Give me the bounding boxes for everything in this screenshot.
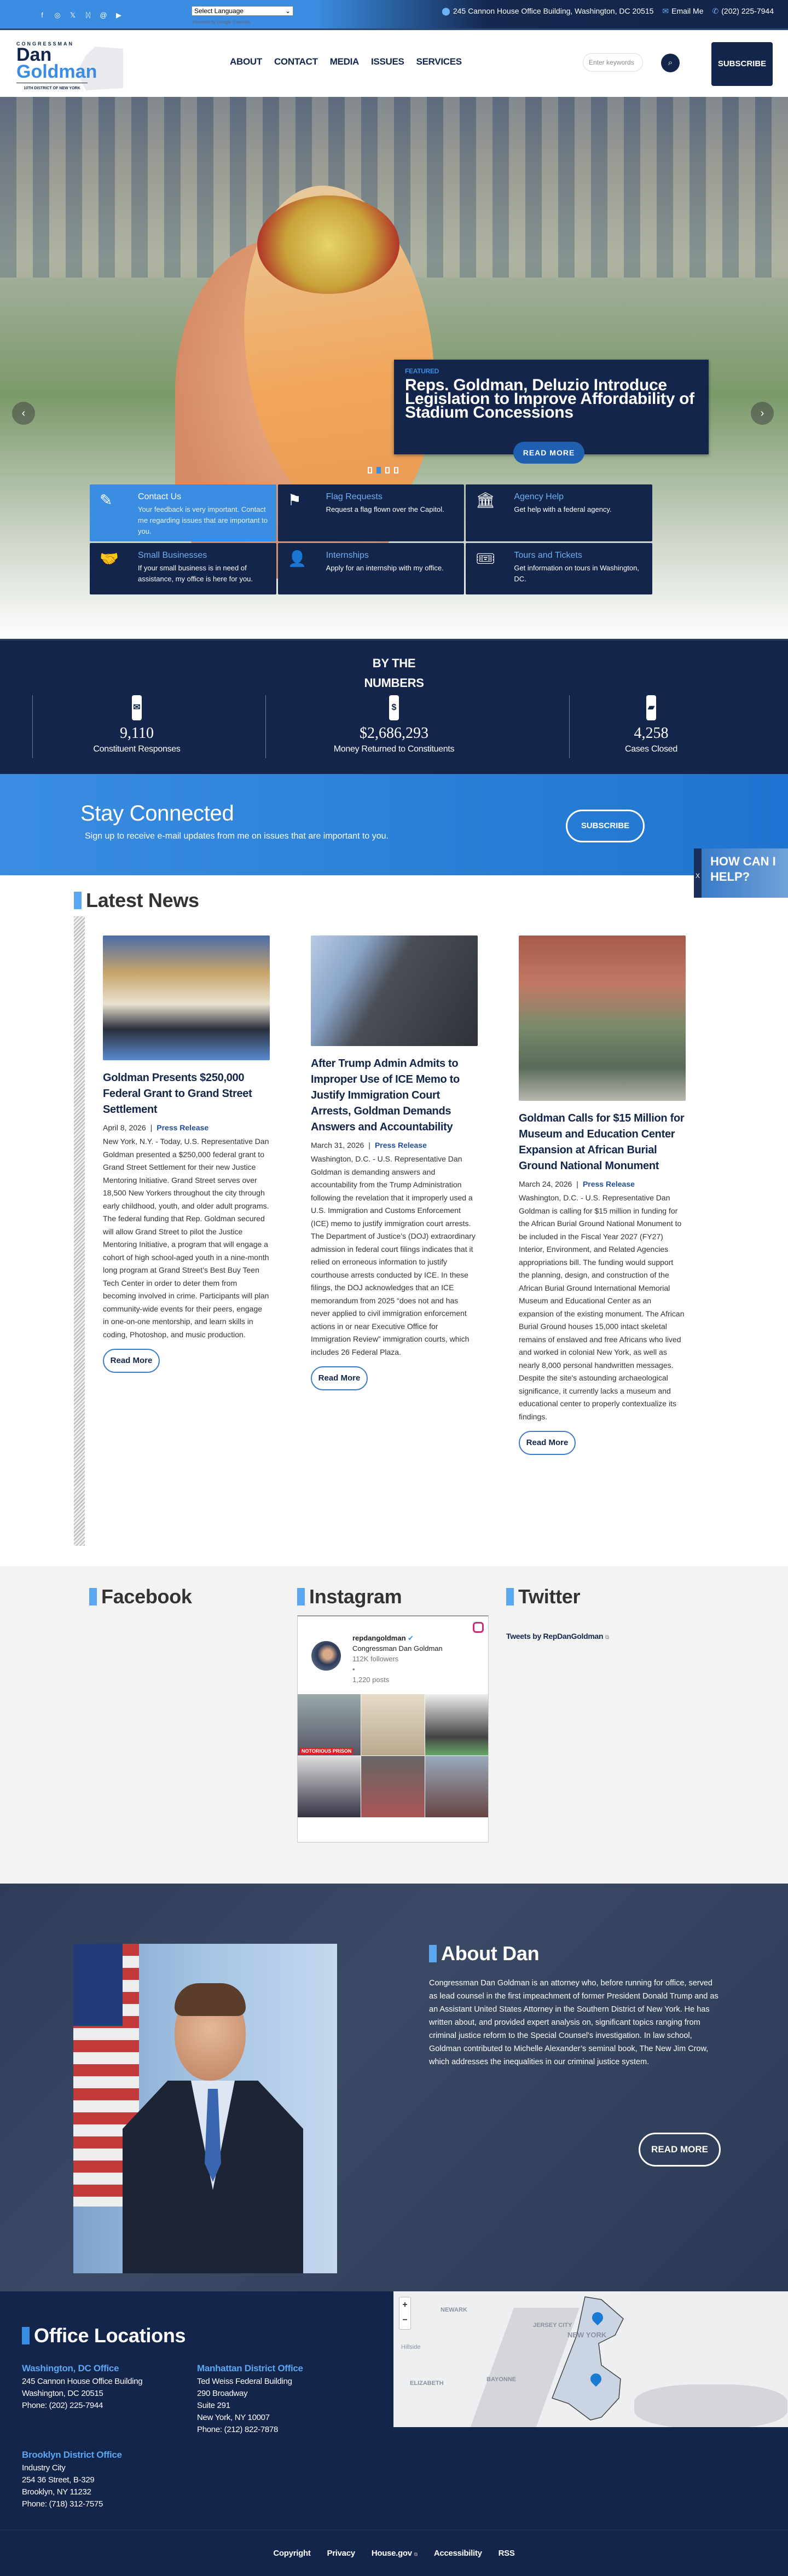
news-title: Latest News: [86, 889, 199, 911]
envelope-icon: ✉: [132, 695, 142, 720]
footer-house-gov-label: House.gov: [371, 2548, 412, 2558]
news-image[interactable]: [311, 935, 478, 1046]
map-label: NEW YORK: [567, 2331, 607, 2339]
phone-text: (202) 225-7944: [721, 7, 774, 15]
close-icon[interactable]: X: [696, 872, 700, 880]
news-date: April 8, 2026: [103, 1123, 146, 1132]
news-title-link[interactable]: Goldman Presents $250,000 Federal Grant to Grand Street Settlement: [103, 1072, 252, 1116]
twitter-title: Twitter: [518, 1585, 581, 1608]
office-line: Industry City: [22, 2463, 66, 2473]
slide-dot[interactable]: [368, 467, 372, 473]
how-can-i-help-widget[interactable]: [694, 848, 788, 898]
handshake-icon: 🤝: [100, 550, 119, 567]
powered-by: Powered by Google Translate: [193, 20, 251, 25]
stat-value: $2,686,293: [360, 725, 428, 742]
services-grid: [90, 484, 652, 594]
heading-accent: [297, 1588, 305, 1605]
service-flag-requests[interactable]: [278, 484, 465, 541]
logo-first: Dan: [16, 44, 52, 65]
map-pin-icon: ⬤: [442, 7, 450, 15]
stat-money: [312, 695, 476, 754]
instagram-post[interactable]: [298, 1756, 361, 1817]
chevron-right-icon: ›: [760, 407, 764, 419]
office-phone: Phone: (718) 312-7575: [22, 2499, 103, 2509]
folder-icon: ▰: [646, 695, 656, 720]
decorative-stripe: [74, 916, 85, 1546]
service-title: Flag Requests: [326, 492, 383, 501]
stat-label: Money Returned to Constituents: [333, 744, 455, 754]
address-link[interactable]: [442, 7, 653, 16]
flag-icon: ⚑: [287, 492, 302, 509]
footer-privacy[interactable]: Privacy: [327, 2548, 355, 2558]
help-label: HOW CAN I HELP?: [710, 854, 776, 883]
chevron-left-icon: ‹: [21, 407, 26, 419]
envelope-icon: ✉: [662, 7, 669, 15]
instagram-icon: [473, 1622, 484, 1633]
map-label: JERSEY CITY: [533, 2322, 572, 2329]
footer-house-gov[interactable]: [372, 2549, 418, 2558]
numbers-title: BY THE NUMBERS: [364, 656, 424, 690]
email-text: Email Me: [671, 7, 704, 15]
logo-district: 10TH DISTRICT OF NEW YORK: [16, 83, 88, 90]
news-image[interactable]: [103, 935, 270, 1060]
language-label: Select Language: [194, 7, 244, 15]
news-card: [519, 935, 686, 1455]
featured-title[interactable]: Reps. Goldman, Deluzio Introduce Legislation to Improve Affordability of Stadium Concessions: [405, 376, 694, 421]
service-tours-tickets[interactable]: [466, 543, 652, 594]
offices-title: Office Locations: [34, 2324, 186, 2347]
facebook-heading: [89, 1585, 192, 1608]
zoom-out-button[interactable]: −: [402, 2315, 408, 2325]
offices-heading: [22, 2324, 186, 2347]
portrait-photo: [73, 1944, 337, 2273]
heading-accent: [89, 1588, 97, 1605]
office-line: Brooklyn, NY 11232: [22, 2487, 91, 2497]
separator: |: [150, 1123, 153, 1132]
latest-news: [0, 875, 788, 1566]
service-desc: Apply for an internship with my office.: [326, 564, 444, 572]
news-category-link[interactable]: Press Release: [582, 1180, 635, 1188]
phone-link[interactable]: [712, 7, 774, 16]
phone-icon: ✆: [712, 7, 719, 15]
twitter-heading: [506, 1585, 580, 1608]
logo-last: Goldman: [16, 61, 97, 82]
top-contact: [442, 7, 774, 16]
service-desc: Your feedback is very important. Contact me regarding issues that are important to you.: [138, 505, 268, 535]
edit-icon: ✎: [100, 492, 113, 509]
office-name: Brooklyn District Office: [22, 2450, 122, 2460]
office-line: 290 Broadway: [197, 2389, 248, 2398]
nav-media[interactable]: MEDIA: [329, 56, 359, 67]
service-agency-help[interactable]: [466, 484, 652, 541]
office-manhattan: [197, 2363, 303, 2436]
social-links: [38, 11, 123, 20]
facebook-icon[interactable]: f: [41, 11, 43, 19]
map-label: Hillside: [401, 2344, 421, 2350]
service-title: Agency Help: [514, 492, 564, 501]
stat-responses: [55, 695, 219, 754]
address-text: 245 Cannon House Office Building, Washington, DC 20515: [453, 7, 654, 15]
verified-icon: ✔: [408, 1634, 414, 1642]
instagram-handle[interactable]: repdangoldman: [352, 1634, 406, 1642]
top-bar: [0, 0, 788, 30]
external-link-icon: ⧉: [605, 1634, 609, 1641]
slide-dot[interactable]: [394, 467, 398, 473]
twitter-link-text: Tweets by RepDanGoldman: [506, 1632, 604, 1641]
office-phone: Phone: (202) 225-7944: [22, 2401, 103, 2410]
separator: |: [576, 1180, 578, 1188]
carousel-dots: [368, 467, 398, 473]
office-dc: [22, 2363, 142, 2412]
stat-cases: [569, 695, 733, 754]
service-small-businesses[interactable]: [90, 543, 276, 594]
nav-services[interactable]: SERVICES: [416, 56, 462, 67]
site-header: [0, 30, 788, 97]
featured-story: [394, 360, 709, 457]
news-meta: [103, 1123, 270, 1132]
slide-dot-active[interactable]: [376, 467, 381, 473]
heading-accent: [429, 1945, 437, 1962]
language-select[interactable]: [192, 6, 293, 16]
instagram-post[interactable]: [298, 1694, 361, 1755]
heading-accent: [506, 1588, 514, 1605]
stay-connected: [0, 774, 788, 875]
instagram-title: Instagram: [309, 1585, 402, 1608]
news-date: March 24, 2026: [519, 1180, 572, 1188]
site-logo[interactable]: [16, 41, 115, 90]
news-title-link[interactable]: After Trump Admin Admits to Improper Use of ICE Memo to Justify Immigration Court Arrests, Goldman Demands Answers and Accountability: [311, 1058, 460, 1133]
news-category-link[interactable]: Press Release: [374, 1141, 427, 1150]
stay-text: Sign up to receive e-mail updates from me on issues that are important to you.: [85, 831, 389, 841]
search-icon: ⌕: [668, 58, 673, 67]
social-feeds: [0, 1566, 788, 1884]
map-label: NEWARK: [441, 2307, 467, 2313]
twitter-timeline-link[interactable]: [506, 1632, 609, 1641]
stay-subscribe-button[interactable]: SUBSCRIBE: [566, 810, 645, 842]
instagram-posts: 1,220 posts: [352, 1676, 390, 1684]
read-more-button[interactable]: Read More: [311, 1366, 368, 1390]
service-desc: Get information on tours in Washington, DC.: [514, 564, 639, 583]
office-name: Manhattan District Office: [197, 2363, 303, 2373]
about-section: [0, 1884, 788, 2291]
x-icon[interactable]: 𝕏: [69, 11, 76, 19]
news-heading: [74, 889, 199, 912]
featured-read-more-button[interactable]: READ MORE: [513, 442, 584, 464]
office-line: Ted Weiss Federal Building: [197, 2377, 292, 2386]
office-line: Washington, DC 20515: [22, 2389, 103, 2398]
main-nav: [230, 56, 462, 67]
office-line: 254 36 Street, B-329: [22, 2475, 95, 2485]
read-more-button[interactable]: Read More: [103, 1349, 160, 1373]
instagram-post[interactable]: [425, 1694, 488, 1755]
news-meta: [311, 1141, 478, 1150]
service-desc: Get help with a federal agency.: [514, 505, 612, 513]
stat-value: 4,258: [634, 725, 669, 742]
dollar-icon: $: [389, 695, 399, 720]
stay-title: Stay Connected: [80, 801, 234, 825]
person-icon: 👤: [287, 550, 307, 567]
map-label: BAYONNE: [486, 2376, 516, 2383]
about-read-more-button[interactable]: READ MORE: [639, 2133, 721, 2167]
office-line: 245 Cannon House Office Building: [22, 2377, 143, 2386]
hero-image-toppings: [257, 195, 399, 294]
next-slide-button[interactable]: [751, 402, 774, 425]
divider: [32, 695, 33, 758]
building-icon: 🏛: [476, 492, 495, 509]
read-more-button[interactable]: Read More: [519, 1431, 576, 1455]
threads-icon[interactable]: @: [100, 11, 107, 19]
district-map[interactable]: [393, 2291, 788, 2427]
instagram-post[interactable]: [425, 1756, 488, 1817]
news-excerpt: Washington, D.C. - U.S. Representative Dan Goldman is demanding answers and accountability from the Trump Administration following the revelation that it improperly used a U.S. Immigration and Customs Enforcement (ICE) memo to justify immigration court arrests. The Department of Justice’s (DOJ) extraordinary admission in federal court filings indicates that it relied on erroneous information to justify courthouse arrests conducted by ICE. In these filings, the DOJ acknowledges that an ICE memorandum from 2025 “does not and has never applied to civil immigration enforcement actions in or near Executive Office for Immigration Review” immigration courts, which includes 26 Federal Plaza.: [311, 1154, 476, 1356]
news-excerpt: Washington, D.C. - U.S. Representative Dan Goldman is calling for $15 million in funding for the African Burial Ground National Monument to be included in the Fiscal Year 2027 (FY27) Interior, Environment, and Related Agencies appropriations bill. The funding would support the planning, design, and construction of the African Burial Ground International Memorial Museum and Educational Center as an expansion of the existing monument. The African Burial Ground houses 15,000 intact skeletal remains of enslaved and free Africans who lived and worked in colonial New York, as well as nearly 8,000 personal handwritten messages. Despite the site's astounding archaeological significance, it currently lacks a museum and educational center to properly contextualize its findings.: [519, 1193, 685, 1421]
service-title: Contact Us: [138, 492, 182, 501]
service-title: Small Businesses: [138, 551, 207, 560]
divider: [265, 695, 266, 758]
instagram-profile: [352, 1633, 443, 1685]
news-title-link[interactable]: Goldman Calls for $15 Million for Museum and Education Center Expansion at African Burial Ground National Monument: [519, 1112, 685, 1172]
external-link-icon: ⧉: [414, 2551, 418, 2557]
about-title: About Dan: [441, 1942, 540, 1965]
nav-contact[interactable]: CONTACT: [274, 56, 318, 67]
service-title: Internships: [326, 551, 369, 560]
news-image[interactable]: [519, 935, 686, 1101]
instagram-post[interactable]: [361, 1694, 424, 1755]
news-category-link[interactable]: Press Release: [157, 1123, 209, 1132]
office-phone: Phone: (212) 822-7878: [197, 2425, 278, 2434]
news-excerpt: New York, N.Y. - Today, U.S. Representative Dan Goldman presented a $250,000 federal grant to Grand Street Settlement for their new Justice Mentoring Initiative. Grand Street serves over 18,500 New Yorkers throughout the city through early childhood, youth, and older adult programs. The federal funding that Rep. Goldman secured will allow Grand Street to pilot the Justice Mentoring Initiative, a program that will engage a cohort of high school-aged youth in a nine-month long program at Grand Street’s Best Buy Teen Tech Center in order to deter them from becoming involved in crime. Participants will plan community-wide events for their peers, engage in one-on-one mentorship, and learn skills in coding, Photoshop, and music production.: [103, 1137, 269, 1339]
bluesky-icon[interactable]: ᛞ: [86, 11, 90, 19]
logo-top: CONGRESSMAN: [16, 41, 74, 47]
slide-dot[interactable]: [385, 467, 390, 473]
email-link[interactable]: [662, 7, 703, 16]
map-label: ELIZABETH: [410, 2380, 444, 2387]
office-line: Suite 291: [197, 2401, 230, 2410]
post-banner: NOTORIOUS PRISON: [300, 1748, 353, 1754]
youtube-icon[interactable]: ▶: [116, 11, 121, 19]
service-contact-us[interactable]: [90, 484, 276, 541]
separator-dot: •: [352, 1665, 355, 1673]
chevron-down-icon: ⌄: [285, 7, 291, 15]
stat-value: 9,110: [120, 725, 154, 742]
portrait-person: [123, 1988, 303, 2273]
prev-slide-button[interactable]: [12, 402, 35, 425]
footer-accessibility[interactable]: Accessibility: [433, 2548, 482, 2558]
news-date: March 31, 2026: [311, 1141, 364, 1150]
hero-carousel: [0, 97, 788, 639]
instagram-heading: [297, 1585, 402, 1608]
service-internships[interactable]: [278, 543, 465, 594]
service-desc: If your small business is in need of assistance, my office is here for you.: [138, 564, 253, 583]
heading-accent: [74, 892, 82, 909]
stat-label: Cases Closed: [624, 744, 677, 754]
site-footer: [0, 2529, 788, 2576]
footer-rss[interactable]: RSS: [498, 2548, 515, 2558]
nav-issues[interactable]: ISSUES: [370, 56, 404, 67]
subscribe-button[interactable]: SUBSCRIBE: [711, 42, 773, 86]
heading-accent: [22, 2327, 30, 2344]
news-card: [311, 935, 478, 1390]
service-title: Tours and Tickets: [514, 551, 582, 560]
instagram-grid: [298, 1694, 488, 1817]
about-heading: [429, 1942, 539, 1965]
instagram-icon[interactable]: ◎: [54, 11, 61, 19]
instagram-embed[interactable]: [297, 1615, 489, 1843]
news-card: [103, 935, 270, 1373]
stat-label: Constituent Responses: [93, 744, 181, 754]
facebook-title: Facebook: [101, 1585, 192, 1608]
office-name: Washington, DC Office: [22, 2363, 119, 2373]
nav-about[interactable]: ABOUT: [230, 56, 262, 67]
instagram-post[interactable]: [361, 1756, 424, 1817]
search-button[interactable]: [661, 54, 680, 72]
service-desc: Request a flag flown over the Capitol.: [326, 505, 444, 513]
office-brooklyn: [22, 2449, 122, 2510]
map-zoom-control: [399, 2297, 411, 2330]
about-text: Congressman Dan Goldman is an attorney who, before running for office, served as lead counsel in the first impeachment of former President Donald Trump and as an Assistant United States Attorney in the Southern District of New York. He has written about, and provided expert analysis on, significant topics ranging from criminal justice reform to the Special Counsel's investigation. In law school, Goldman contributed to Michelle Alexander’s seminal book, The New Jim Crow, which addresses the inequalities in our criminal justice system.: [429, 1979, 719, 2066]
avatar: [311, 1641, 341, 1671]
instagram-followers: 112K followers: [352, 1655, 399, 1663]
separator: |: [368, 1141, 370, 1150]
footer-copyright[interactable]: Copyright: [273, 2548, 311, 2558]
ticket-icon: 🎟: [476, 550, 495, 567]
search-input[interactable]: Enter keywords: [583, 53, 643, 72]
office-line: New York, NY 10007: [197, 2413, 270, 2422]
featured-tag: FEATURED: [405, 367, 439, 375]
zoom-in-button[interactable]: +: [402, 2300, 408, 2309]
instagram-name: Congressman Dan Goldman: [352, 1644, 443, 1653]
news-meta: [519, 1180, 686, 1188]
office-locations: [0, 2291, 788, 2529]
by-the-numbers: [0, 639, 788, 774]
